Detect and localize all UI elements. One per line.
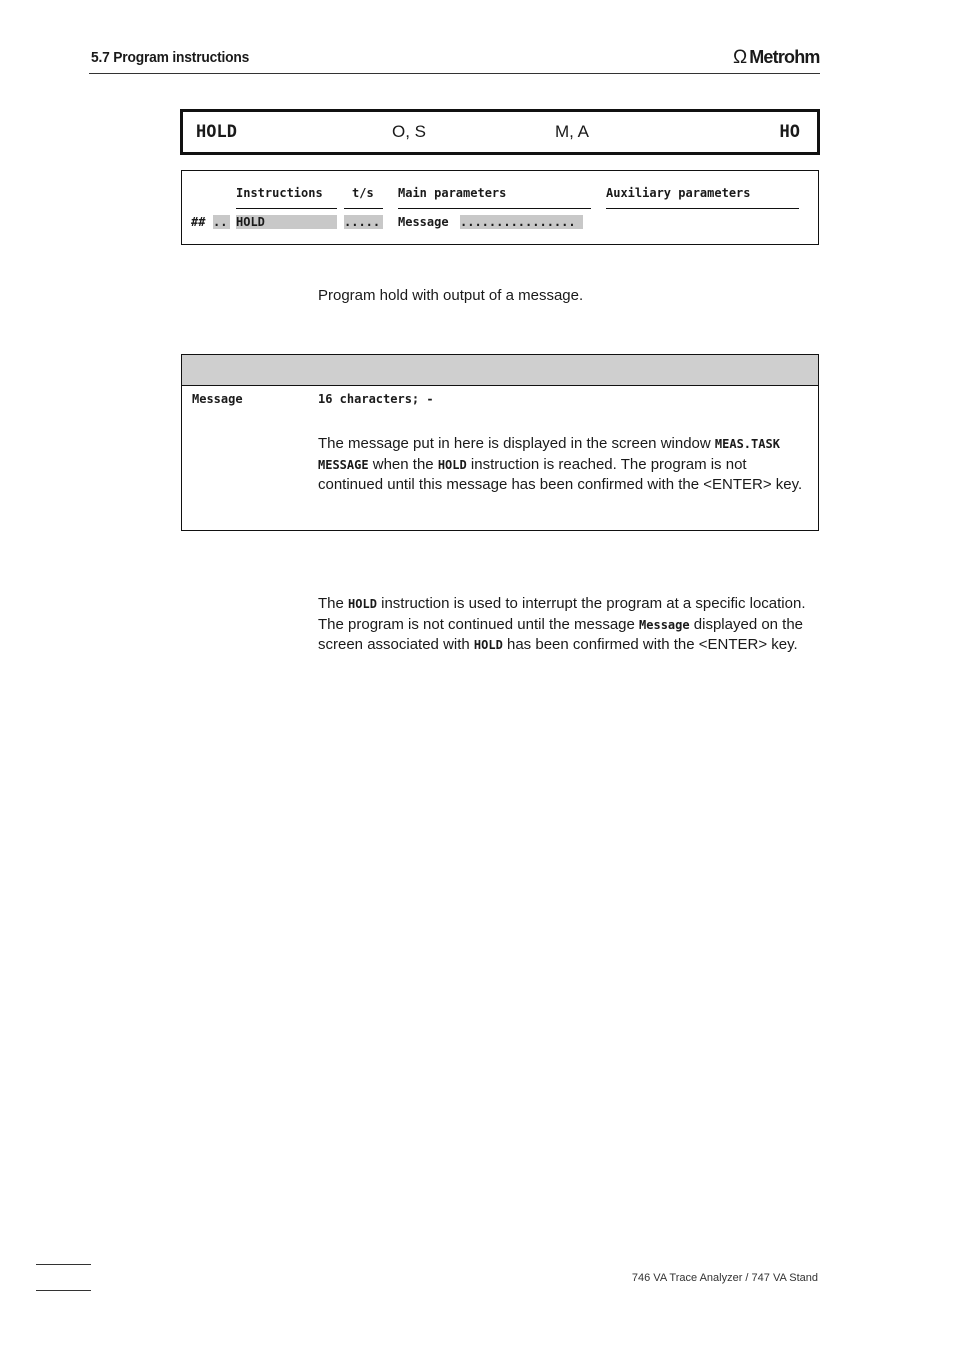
instruction-title-box (180, 109, 820, 155)
usage-command-2: HOLD (473, 638, 503, 652)
brand-name: Metrohm (749, 47, 820, 67)
instruction-modes-os: O, S (392, 122, 427, 141)
param-desc-text-1: The message put in here is displayed in the screen window (318, 435, 711, 452)
footer-rule-bottom (36, 1290, 91, 1291)
usage-paragraph (318, 594, 818, 656)
usage-text-4: has been confirmed with the <ENTER> key. (507, 636, 798, 653)
usage-text-2: instruction is used to interrupt the program at a specific location. The program is not continued until the message (318, 595, 806, 633)
param-desc-text-2: when the (372, 455, 434, 473)
header-divider (89, 73, 820, 74)
instruction-abbreviation: HO (779, 122, 800, 142)
underline-ts (344, 208, 383, 209)
underline-aux (606, 208, 799, 209)
brand-logo (733, 47, 820, 68)
footer-rule-top (36, 1264, 91, 1265)
usage-text-3: displayed on the screen associated with (318, 615, 804, 653)
param-desc-window-name: MEAS.TASK MESSAGE (318, 437, 780, 472)
screen-display-box (181, 170, 819, 245)
row-param-value: ................ (460, 215, 583, 229)
usage-command-1: HOLD (348, 597, 377, 611)
instruction-modes-ma: M, A (555, 122, 590, 141)
omega-icon: Ω (733, 47, 748, 68)
instruction-name: HOLD (196, 122, 237, 142)
param-desc-text-3: instruction is reached. The program is not continued until this message has been confirmed with the <ENTER> key. (318, 455, 803, 493)
row-index: .. (213, 215, 230, 229)
row-param-label: Message (398, 215, 449, 229)
col-header-aux-params: Auxiliary parameters (606, 186, 751, 200)
row-prefix: ## (191, 215, 206, 229)
row-instruction: HOLD (236, 215, 337, 229)
usage-param-name: Message (639, 617, 690, 632)
underline-main (398, 208, 591, 209)
parameter-table-header (182, 355, 818, 386)
usage-text-1: The (318, 595, 344, 612)
param-desc-command: HOLD (437, 457, 467, 472)
parameter-description (318, 434, 808, 495)
parameter-table (181, 354, 819, 531)
parameter-name: Message (192, 392, 243, 406)
col-header-instructions: Instructions (236, 186, 323, 200)
col-header-ts: t/s (352, 186, 374, 200)
instruction-description: Program hold with output of a message. (318, 287, 584, 304)
underline-instructions (236, 208, 337, 209)
parameter-range: 16 characters; - (318, 392, 434, 406)
section-title: 5.7 Program instructions (91, 49, 250, 66)
row-ts: ..... (344, 215, 383, 229)
col-header-main-params: Main parameters (398, 186, 507, 200)
footer-product-name: 746 VA Trace Analyzer / 747 VA Stand (631, 1272, 818, 1284)
